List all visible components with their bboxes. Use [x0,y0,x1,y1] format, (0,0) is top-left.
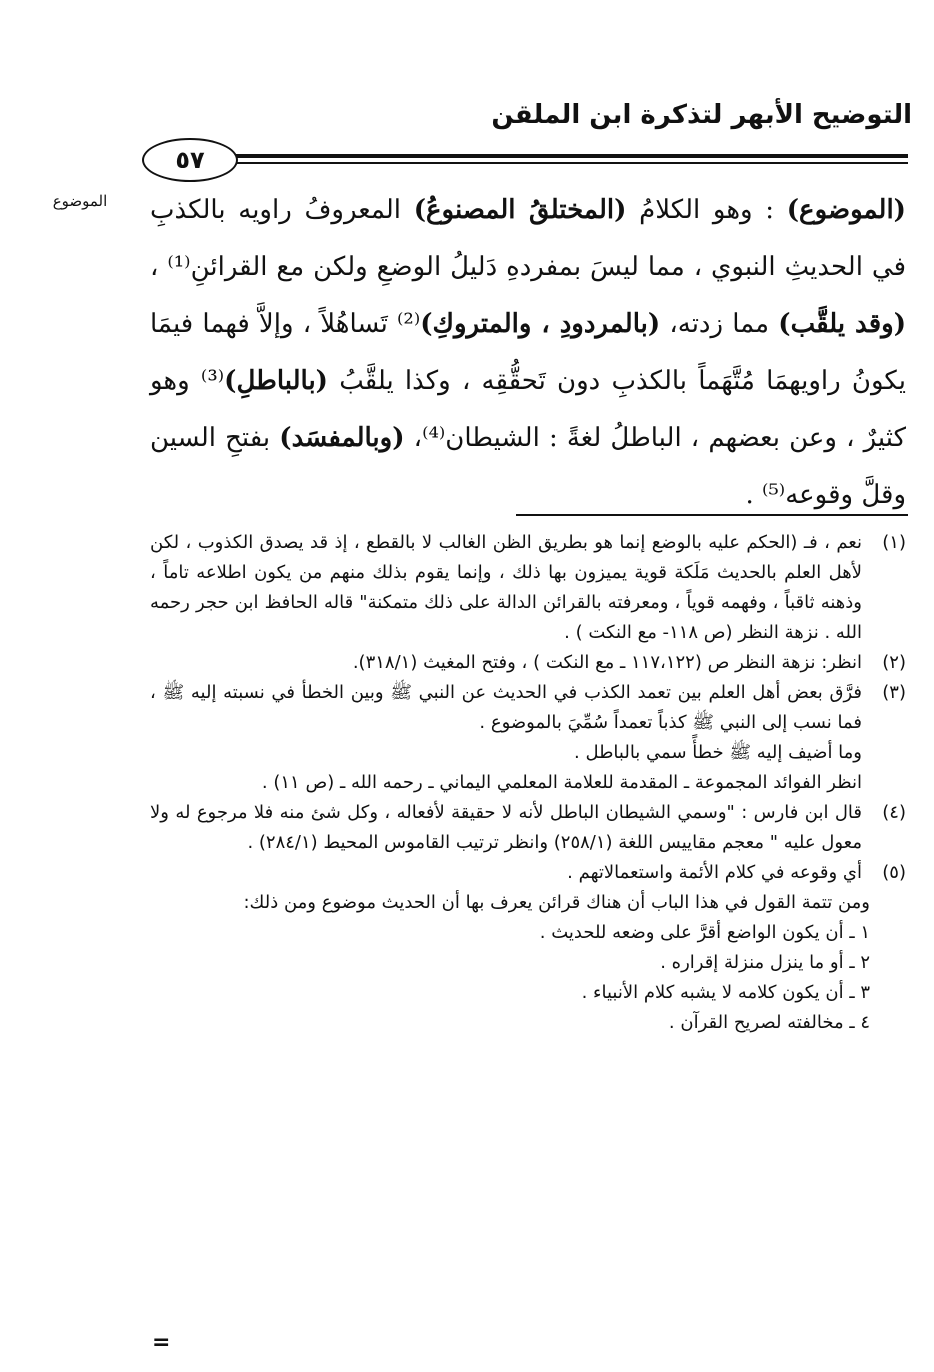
header-rule-thick [236,154,908,158]
footnote-ref-1: ⁽¹⁾ [167,252,191,282]
footnote-line: فرَّق بعض أهل العلم بين تعمد الكذب في الحديث عن النبي ﷺ وبين الخطأ في نسبته إليه ﷺ ، فما نسب إلى النبي ﷺ كذباً تعمداً سُمِّيَ بالموضوع . [150,682,862,733]
list-item: ٢ ـ أو ما ينزل منزلة إقراره . [660,952,870,973]
footnote-body [150,678,862,798]
footnote-number: (٤) [882,802,906,823]
footnote-2 [150,648,906,678]
footnote-line: انظر الفوائد المجموعة ـ المقدمة للعلامة المعلمي اليماني ـ رحمه الله ـ (ص ١١) . [261,772,862,793]
footnote-body [150,528,862,648]
header-rule-thin [236,162,908,164]
footnote-number: (٢) [882,652,906,673]
main-text-segment: ، [404,423,423,453]
footnote-4 [150,798,906,858]
continuation-intro: ومن تتمة القول في هذا الباب أن هناك قرائن يعرف بها أن الحديث موضوع ومن ذلك: [243,892,870,913]
term-yulaqqab: (وقد يلقَّب) [778,309,906,339]
page-number-oval [142,138,238,182]
footnote-line: نعم ، فـ (الحكم عليه بالوضع إنما هو بطريق الظن الغالب لا بالقطع ، إذ قد يصدق الكذوب ، لكن لأهل العلم بالحديث مَلَكة قوية يميزون بها ذلك ، وإنما يقوم بذلك منهم من يكون اطلاعه تاماً ، وذهنه ثاقباً ، وفهمه قوياً ، ومعرفته بالقرائن الدالة على ذلك متمكنة" قاله الحافظ ابن حجر رحمه الله . نزهة النظر (ص ١١٨- مع النكت ) . [150,532,862,643]
margin-note: الموضوع [52,192,108,210]
footnote-ref-4: ⁽⁴⁾ [422,423,446,453]
footnote-body [150,858,862,888]
main-text-segment: بفتحِ السين وقلَّ وقوعه [150,423,906,510]
footnote-body [150,798,862,858]
main-text-segment: . [745,480,762,510]
footnote-number: (٥) [882,862,906,883]
list-item: ٤ ـ مخالفته لصريح القرآن . [668,1012,870,1033]
footnote-line: وما أضيف إليه ﷺ خطأً سمي بالباطل . [574,742,862,763]
term-mawdu: (الموضوع) [786,195,906,225]
list-item: ١ ـ أن يكون الواضع أقرَّ على وضعه للحديث . [539,922,870,943]
list-item: ٣ ـ أن يكون كلامه لا يشبه كلام الأنبياء . [581,982,870,1003]
footnote-ref-3: ⁽³⁾ [200,366,225,396]
footnote-ref-2: ⁽²⁾ [397,309,421,339]
term-mufsad: (وبالمفسَد) [279,423,405,453]
footnote-number: (٣) [882,682,906,703]
running-header-title: التوضيح الأبهر لتذكرة ابن الملقن [491,100,912,130]
footnote-number: (١) [882,532,906,553]
footnote-line: انظر: نزهة النظر ص (١١٧،١٢٢ ـ مع النكت ) ، وفتح المغيث (٣١٨/١). [352,652,862,673]
page-number: ٥٧ [175,146,205,174]
footnotes-section [150,528,906,1038]
footnote-body [150,648,862,678]
footnote-line: قال ابن فارس : "وسمي الشيطان الباطل لأنه لا حقيقة لأفعاله ، وكل شئ منه فلا مرجوع له ولا معول عليه " معجم مقاييس اللغة (٢٥٨/١) وانظر ترتيب القاموس المحيط (٢٨٤/١) . [150,802,862,853]
footnote-continuation [150,888,870,1038]
footnote-5 [150,858,906,888]
main-text-segment: : وهو الكلامُ [626,195,787,225]
main-text-segment: مما زدته، [660,309,779,339]
footnote-line: أي وقوعه في كلام الأئمة واستعمالاتهم . [567,862,862,883]
footnote-3 [150,678,906,798]
term-mukhtalaq: (المختلقُ المصنوعُ) [413,195,627,225]
main-text-segment: المعروفُ راويه بالكذبِ في الحديثِ النبوي ، مما ليسَ بمفردهِ دَليلُ الوضعِ ولكن مع القرائنِ [150,195,906,282]
main-text-segment: وهو كثيرٌ ، وعن بعضهم ، الباطلُ لغةً : الشيطان [150,366,907,453]
term-mardud-matruk: (بالمردودِ ، والمتروكِ) [420,309,661,339]
continuation-mark: = [152,1330,171,1355]
main-text-segment: ، [150,252,168,282]
footnote-ref-5: ⁽⁵⁾ [761,480,786,510]
footnote-separator [516,514,908,516]
term-batil: (بالباطلِ) [224,366,328,396]
main-paragraph [150,182,906,524]
main-text-segment: تَساهُلاً ، وإلاَّ فهما فيمَا يكونُ راويهمَا مُتَّهَماً بالكذبِ دون تَحقُّقِه ، وكذا يلقَّبُ [150,309,907,396]
footnote-1 [150,528,906,648]
